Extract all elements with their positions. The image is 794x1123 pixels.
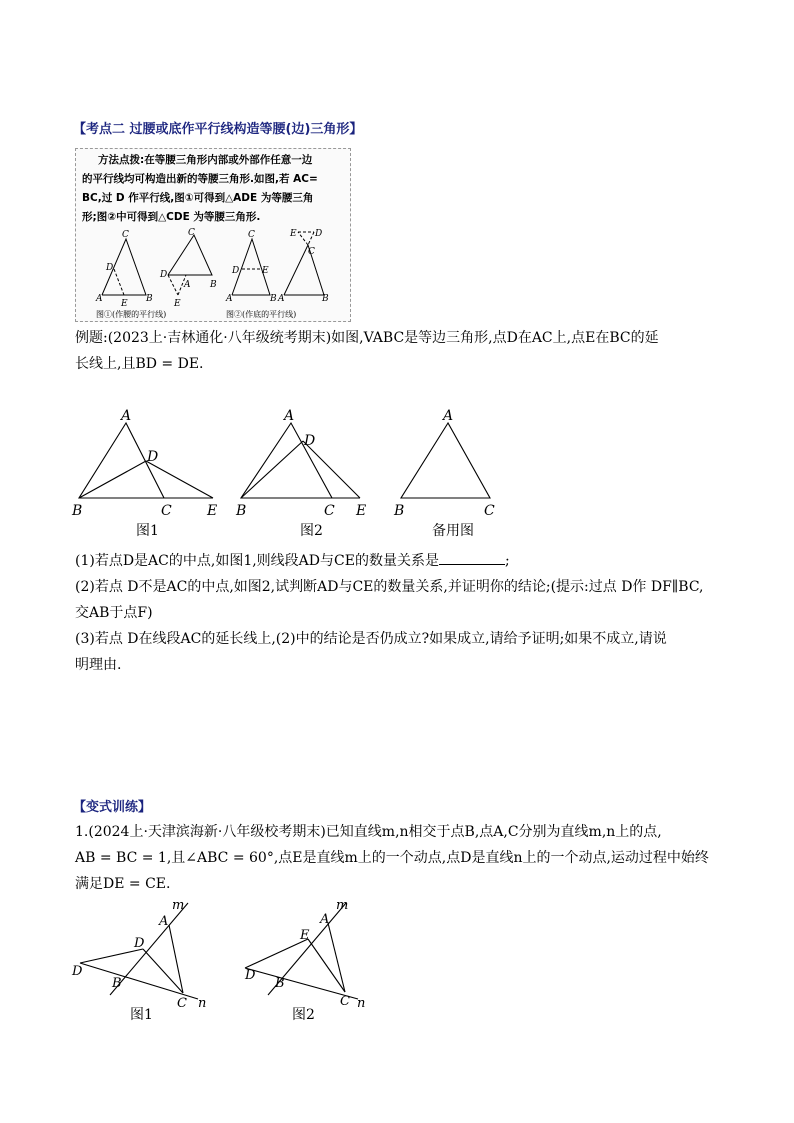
- tip-line: BC,过 D 作平行线,图①可得到△ADE 为等腰三角: [82, 192, 314, 204]
- label-D: D: [106, 263, 114, 273]
- spare-label-B: B: [394, 503, 405, 519]
- practice-fig1-caption: 图1: [130, 1007, 153, 1023]
- tip-diagrams: [76, 227, 350, 321]
- label-C: C: [248, 230, 255, 240]
- tip-fig2-triangle: [168, 235, 212, 275]
- fig1-line-m: [110, 903, 188, 995]
- fig2-caption: 图2: [300, 523, 323, 539]
- fig2-label-D: D: [304, 433, 316, 449]
- fig2-segment-EC: [308, 939, 345, 992]
- fig2-label-C: C: [324, 503, 335, 519]
- fig1-label-m: m: [172, 898, 185, 913]
- fig2-label-D: D: [245, 968, 256, 983]
- example-questions: [75, 548, 745, 678]
- spare-label-C: C: [484, 503, 495, 519]
- label-A: A: [226, 294, 233, 304]
- label-D: D: [315, 229, 323, 239]
- question-1-text: (1)若点D是AC的中点,如图1,则线段AD与CE的数量关系是: [75, 553, 439, 569]
- fig2-label-n: n: [357, 996, 366, 1011]
- fig1-label-D: D: [72, 964, 83, 979]
- tip-line: 方法点拨:在等腰三角形内部或外部作任意一边: [98, 154, 313, 166]
- example-line: 例题:(2023上·吉林通化·八年级统考期末)如图,VABC是等边三角形,点D在AC上,点E在BC的延: [75, 330, 659, 346]
- tip-caption-2: 图②(作底的平行线): [226, 310, 297, 319]
- fig1-label-A: A: [121, 408, 132, 424]
- tip-line: 的平行线均可构造出新的等腰三角形.如图,若 AC=: [82, 173, 318, 185]
- label-E: E: [174, 299, 181, 309]
- fig2-segment-AC: [328, 923, 345, 992]
- question-2-line: (2)若点 D不是AC的中点,如图2,试判断AD与CE的数量关系,并证明你的结论;(提示:过点 D作 DF∥BC,: [75, 579, 704, 595]
- question-2-line: 交AB于点F): [75, 605, 153, 621]
- label-C: C: [308, 247, 315, 257]
- label-E: E: [290, 229, 297, 239]
- label-E: E: [262, 266, 269, 276]
- label-B: B: [210, 280, 217, 290]
- practice-heading: 【变式训练】: [73, 800, 152, 815]
- fig1-label-B: B: [72, 503, 83, 519]
- fig1-segment-EC: [143, 949, 183, 993]
- label-E: E: [121, 299, 128, 309]
- practice-text: [75, 819, 745, 897]
- fig1-segment-DE: [80, 949, 143, 963]
- label-D: D: [160, 270, 168, 280]
- fig1-label-B: B: [112, 976, 122, 991]
- label-B: B: [270, 294, 277, 304]
- fig2-label-A: A: [320, 912, 330, 927]
- fig1-label-E: D: [134, 936, 145, 951]
- spare-label-A: A: [443, 408, 454, 424]
- fig1-caption: 图1: [136, 523, 159, 539]
- question-1-end: ;: [504, 553, 510, 569]
- label-B: B: [146, 294, 153, 304]
- practice-line: 1.(2024上·天津滨海新·八年级校考期末)已知直线m,n相交于点B,点A,C分别为直线m,n上的点,: [75, 824, 662, 840]
- label-C: C: [122, 230, 129, 240]
- tip-line: 形;图②中可得到△CDE 为等腰三角形.: [82, 211, 261, 223]
- label-A: A: [96, 294, 103, 304]
- fig2-label-B: B: [236, 503, 247, 519]
- label-A: A: [184, 280, 191, 290]
- spare-caption: 备用图: [432, 523, 474, 539]
- question-3-line: 明理由.: [75, 657, 122, 673]
- section-heading: 【考点二 过腰或底作平行线构造等腰(边)三角形】: [73, 122, 363, 137]
- spare-triangle: [401, 423, 490, 498]
- example-line: 长线上,且BD = DE.: [75, 356, 204, 372]
- fig2-label-m: m: [336, 898, 349, 913]
- label-D: D: [232, 266, 240, 276]
- fig1-label-A: A: [159, 914, 169, 929]
- fig1-label-n: n: [198, 996, 207, 1011]
- practice-fig2-caption: 图2: [292, 1007, 315, 1023]
- label-A: A: [278, 294, 285, 304]
- fig1-label-E: E: [207, 503, 218, 519]
- fig1-label-C: C: [161, 503, 172, 519]
- fig1-segment-DE: [146, 461, 213, 498]
- tip-text: [82, 151, 348, 227]
- example-intro: [75, 325, 735, 377]
- fig2-label-A: A: [284, 408, 295, 424]
- label-B: B: [322, 294, 329, 304]
- fig1-label-C: C: [177, 996, 187, 1011]
- method-tip-box: [75, 148, 351, 322]
- fig1-segment-BD: [79, 461, 146, 498]
- practice-figures: [70, 895, 390, 1025]
- fig2-label-C: C: [340, 994, 350, 1009]
- question-1: [75, 548, 745, 574]
- fig1-label-D: D: [147, 449, 159, 465]
- fig2-segment-DE: [245, 939, 308, 968]
- label-C: C: [188, 228, 195, 238]
- tip-caption-1: 图①(作腰的平行线): [96, 310, 167, 319]
- fig2-label-B: B: [275, 976, 285, 991]
- fig2-triangle: [241, 423, 332, 498]
- example-figures: [70, 405, 510, 545]
- fig1-segment-AC: [169, 925, 183, 993]
- fig2-segment-DE: [303, 441, 360, 498]
- fig2-segment-BD: [241, 441, 303, 498]
- fig2-label-E: E: [300, 928, 310, 943]
- tip-fig1-parallel: [114, 269, 124, 295]
- question-3-line: (3)若点 D在线段AC的延长线上,(2)中的结论是否仍成立?如果成立,请给予证明;如果不成立,请说: [75, 631, 667, 647]
- practice-line: 满足DE = CE.: [75, 876, 171, 892]
- tip-fig4-triangle: [284, 245, 324, 295]
- answer-blank[interactable]: [439, 550, 505, 565]
- fig2-label-E: E: [356, 503, 367, 519]
- practice-line: AB = BC = 1,且∠ABC = 60°,点E是直线m上的一个动点,点D是直线n上的一个动点,运动过程中始终: [75, 850, 709, 866]
